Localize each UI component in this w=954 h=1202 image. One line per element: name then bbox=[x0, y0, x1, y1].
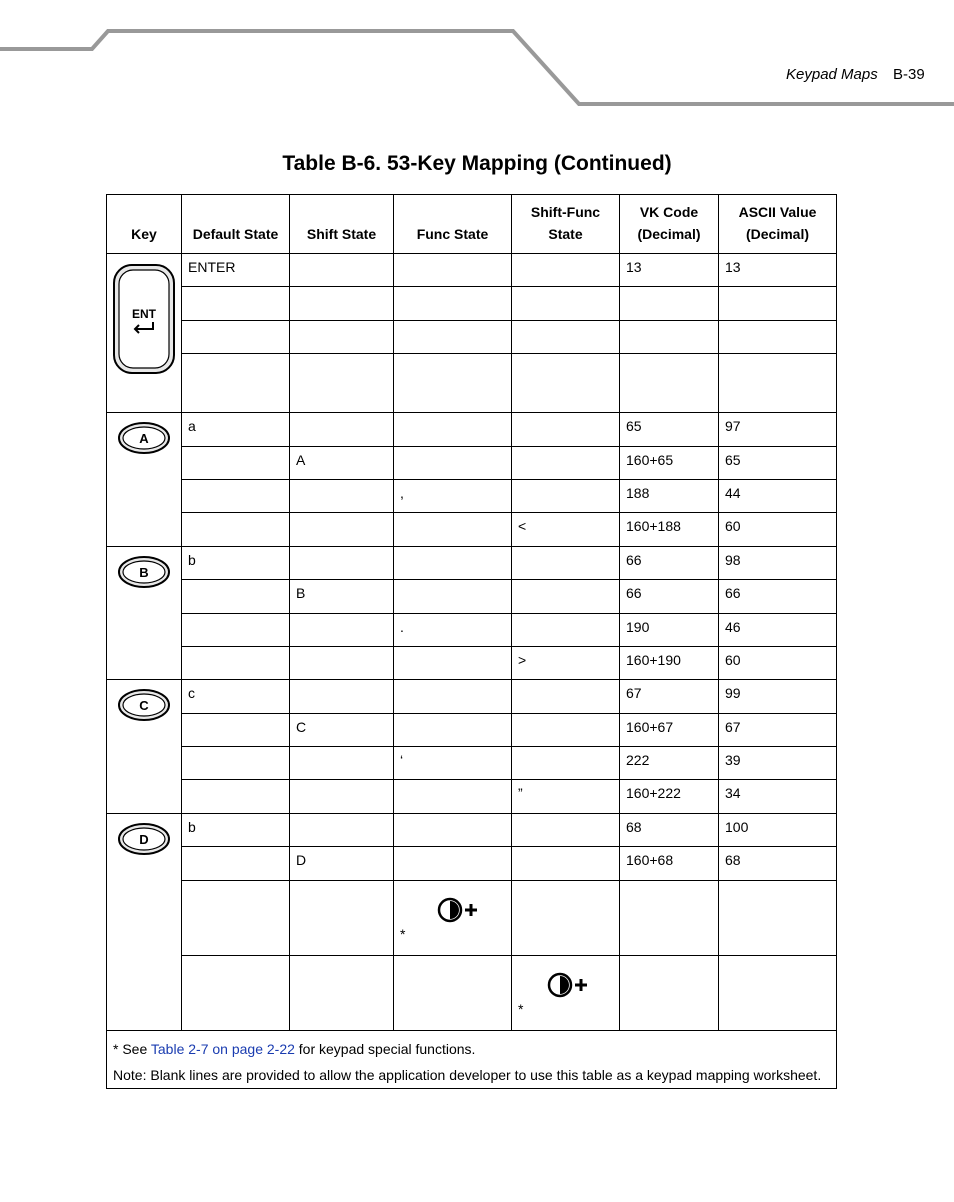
cell-shiftfunc bbox=[512, 580, 620, 614]
cell-func: , bbox=[394, 480, 512, 513]
cell-ascii: 66 bbox=[719, 580, 837, 614]
cell-ascii: 100 bbox=[719, 814, 837, 847]
cell-vk: 13 bbox=[620, 254, 719, 287]
cell-shift: A bbox=[290, 447, 394, 480]
cell-func: . bbox=[394, 614, 512, 647]
footnote-mark: * bbox=[518, 1001, 524, 1017]
cell-func bbox=[394, 547, 512, 580]
cell-vk: 160+65 bbox=[620, 447, 719, 480]
table-row bbox=[107, 680, 837, 714]
c-key-label: C bbox=[139, 698, 149, 713]
cell-default bbox=[182, 480, 290, 513]
col-header-func: Func State bbox=[394, 195, 512, 254]
cell-shiftfunc bbox=[512, 714, 620, 747]
key-cell-d bbox=[107, 814, 182, 1031]
table-row bbox=[107, 780, 837, 814]
footnote-suffix: for keypad special functions. bbox=[294, 1041, 476, 1057]
ent-key-icon bbox=[111, 262, 177, 376]
cell-func-special bbox=[394, 881, 512, 956]
cell-func bbox=[394, 714, 512, 747]
cell-vk: 67 bbox=[620, 680, 719, 714]
cell-ascii: 68 bbox=[719, 847, 837, 881]
d-key-label: D bbox=[139, 832, 149, 847]
backlight-plus-icon bbox=[546, 971, 596, 1001]
cell-shift bbox=[290, 413, 394, 447]
key-cell-b bbox=[107, 547, 182, 680]
cell-func bbox=[394, 513, 512, 547]
cell-ascii: 13 bbox=[719, 254, 837, 287]
cell-vk: 160+68 bbox=[620, 847, 719, 881]
cell-ascii: 99 bbox=[719, 680, 837, 714]
cell-shift bbox=[290, 680, 394, 714]
footnote-line bbox=[113, 1036, 830, 1062]
col-header-default: Default State bbox=[182, 195, 290, 254]
cell-vk: 160+190 bbox=[620, 647, 719, 680]
cell-func bbox=[394, 680, 512, 714]
cell-default bbox=[182, 513, 290, 547]
cell-default bbox=[182, 714, 290, 747]
table-row bbox=[107, 447, 837, 480]
cell-shift: C bbox=[290, 714, 394, 747]
table-row bbox=[107, 847, 837, 881]
cell-shiftfunc bbox=[512, 480, 620, 513]
cell-vk: 65 bbox=[620, 413, 719, 447]
cell-vk: 66 bbox=[620, 547, 719, 580]
table-title: Table B-6. 53-Key Mapping (Continued) bbox=[282, 152, 672, 175]
cell-ascii: 60 bbox=[719, 513, 837, 547]
table-row bbox=[107, 287, 837, 321]
table-row bbox=[107, 747, 837, 780]
cell-shiftfunc bbox=[512, 680, 620, 714]
cell-default bbox=[182, 447, 290, 480]
cell-shift bbox=[290, 547, 394, 580]
cell-func bbox=[394, 647, 512, 680]
table-row bbox=[107, 956, 837, 1031]
cell-shift bbox=[290, 614, 394, 647]
col-header-key: Key bbox=[107, 195, 182, 254]
cell-shift bbox=[290, 647, 394, 680]
cell-ascii: 65 bbox=[719, 447, 837, 480]
running-title: Keypad Maps bbox=[786, 66, 878, 83]
cell-func bbox=[394, 254, 512, 287]
cell-shiftfunc bbox=[512, 413, 620, 447]
c-key-icon bbox=[117, 688, 171, 722]
cell-shift bbox=[290, 780, 394, 814]
cell-shift: B bbox=[290, 580, 394, 614]
cell-ascii: 46 bbox=[719, 614, 837, 647]
cell-func bbox=[394, 447, 512, 480]
cell-default: b bbox=[182, 547, 290, 580]
header-decoration bbox=[0, 0, 954, 110]
cell-vk: 222 bbox=[620, 747, 719, 780]
backlight-plus-icon bbox=[436, 896, 486, 926]
cell-shiftfunc-special bbox=[512, 956, 620, 1031]
table-reference-link[interactable]: Table 2-7 on page 2-22 bbox=[150, 1041, 295, 1057]
col-header-ascii: ASCII Value (Decimal) bbox=[719, 195, 837, 254]
cell-vk: 68 bbox=[620, 814, 719, 847]
table-row bbox=[107, 480, 837, 513]
b-key-label: B bbox=[139, 565, 149, 580]
cell-shiftfunc bbox=[512, 847, 620, 881]
cell-shift bbox=[290, 814, 394, 847]
table-row bbox=[107, 254, 837, 287]
cell-shiftfunc: > bbox=[512, 647, 620, 680]
key-cell-c bbox=[107, 680, 182, 814]
cell-func bbox=[394, 780, 512, 814]
cell-func bbox=[394, 580, 512, 614]
cell-default bbox=[182, 614, 290, 647]
cell-default bbox=[182, 847, 290, 881]
cell-default bbox=[182, 580, 290, 614]
cell-shiftfunc: < bbox=[512, 513, 620, 547]
cell-ascii: 98 bbox=[719, 547, 837, 580]
col-header-shift: Shift State bbox=[290, 195, 394, 254]
cell-shiftfunc bbox=[512, 447, 620, 480]
cell-default: c bbox=[182, 680, 290, 714]
header-row bbox=[107, 195, 837, 254]
cell-func: ‘ bbox=[394, 747, 512, 780]
key-cell-ent bbox=[107, 254, 182, 413]
cell-shift bbox=[290, 254, 394, 287]
worksheet-note: Note: Blank lines are provided to allow the application developer to use this table as a keypad mapping worksheet. bbox=[113, 1067, 822, 1083]
table-row bbox=[107, 881, 837, 956]
cell-ascii: 39 bbox=[719, 747, 837, 780]
cell-shiftfunc bbox=[512, 614, 620, 647]
cell-ascii: 44 bbox=[719, 480, 837, 513]
col-header-vk: VK Code (Decimal) bbox=[620, 195, 719, 254]
table-row bbox=[107, 547, 837, 580]
cell-vk: 190 bbox=[620, 614, 719, 647]
cell-func bbox=[394, 413, 512, 447]
cell-shift bbox=[290, 480, 394, 513]
cell-shift bbox=[290, 747, 394, 780]
cell-default: b bbox=[182, 814, 290, 847]
cell-default bbox=[182, 647, 290, 680]
cell-shift: D bbox=[290, 847, 394, 881]
ent-key-label: ENT bbox=[132, 307, 156, 321]
cell-shiftfunc bbox=[512, 547, 620, 580]
cell-vk: 160+188 bbox=[620, 513, 719, 547]
a-key-icon bbox=[117, 421, 171, 455]
a-key-label: A bbox=[139, 431, 149, 446]
cell-default: ENTER bbox=[182, 254, 290, 287]
cell-ascii: 67 bbox=[719, 714, 837, 747]
cell-shiftfunc bbox=[512, 814, 620, 847]
cell-default: a bbox=[182, 413, 290, 447]
table-row bbox=[107, 647, 837, 680]
d-key-icon bbox=[117, 822, 171, 856]
col-header-shiftfunc: Shift-Func State bbox=[512, 195, 620, 254]
cell-default bbox=[182, 780, 290, 814]
table-row bbox=[107, 513, 837, 547]
cell-vk: 66 bbox=[620, 580, 719, 614]
table-row bbox=[107, 321, 837, 354]
b-key-icon bbox=[117, 555, 171, 589]
page-number: B-39 bbox=[893, 66, 925, 83]
cell-shiftfunc bbox=[512, 747, 620, 780]
key-mapping-table bbox=[106, 194, 837, 1089]
footnote-row bbox=[107, 1031, 837, 1089]
table-row bbox=[107, 814, 837, 847]
footnote-mark: * bbox=[400, 926, 406, 942]
table-row bbox=[107, 580, 837, 614]
table-row bbox=[107, 614, 837, 647]
table-row bbox=[107, 714, 837, 747]
cell-func bbox=[394, 847, 512, 881]
footnote-prefix: * See bbox=[113, 1041, 151, 1057]
cell-shiftfunc: ” bbox=[512, 780, 620, 814]
key-cell-a bbox=[107, 413, 182, 547]
cell-shiftfunc bbox=[512, 254, 620, 287]
cell-default bbox=[182, 747, 290, 780]
cell-shift bbox=[290, 513, 394, 547]
cell-ascii: 34 bbox=[719, 780, 837, 814]
cell-ascii: 60 bbox=[719, 647, 837, 680]
cell-vk: 188 bbox=[620, 480, 719, 513]
cell-vk: 160+222 bbox=[620, 780, 719, 814]
cell-vk: 160+67 bbox=[620, 714, 719, 747]
footnote-cell bbox=[107, 1031, 837, 1089]
table-row bbox=[107, 413, 837, 447]
cell-func bbox=[394, 814, 512, 847]
cell-ascii: 97 bbox=[719, 413, 837, 447]
table-row bbox=[107, 354, 837, 413]
